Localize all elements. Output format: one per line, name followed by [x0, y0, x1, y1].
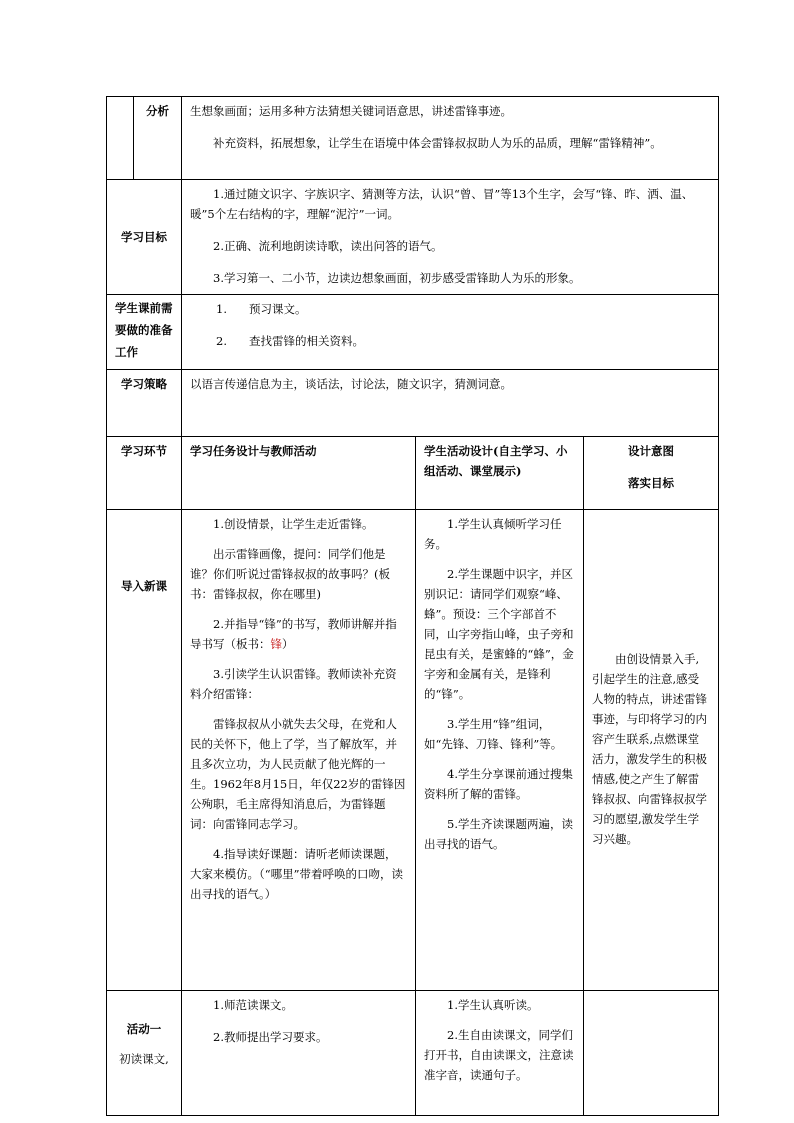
activity1-sublabel: 初读课文,: [119, 1052, 169, 1066]
analysis-label: 分析: [146, 104, 169, 118]
prep-label: 学生课前需要做的准备工作: [107, 295, 182, 370]
strategy-row: [107, 370, 719, 437]
prep-item-1: [190, 299, 710, 319]
header-col-teacher: 学习任务设计与教师活动: [182, 437, 416, 510]
intro-teacher-2: 出示雷锋画像，提问：同学们他是谁？你们听说过雷锋叔叔的故事吗？(板书：雷锋叔叔，你在哪里): [190, 547, 390, 601]
header-col-intent: [584, 437, 719, 510]
goals-content: [182, 180, 719, 295]
prep-row: [107, 295, 719, 370]
analysis-label-cell: [107, 97, 182, 180]
intro-teacher-3-red-char: 锋: [270, 637, 282, 651]
header-intent-line1: 设计意图: [628, 444, 674, 458]
goals-label: 学习目标: [107, 180, 182, 295]
intro-intent-text: 由创设情景入手,引起学生的注意,感受人物的特点，讲述雷锋事迹，与印将学习的内容产生联系,点燃课堂活力，激发学生的积极情感,使之产生了解雷锋叔叔、向雷锋叔叔学习的愿望,激发学生学习兴趣。: [592, 652, 707, 846]
intro-student-1: 1.学生认真倾听学习任务。: [424, 517, 562, 551]
header-row: [107, 437, 719, 510]
intro-label: 导入新课: [107, 510, 182, 991]
activity1-label: 活动一: [126, 1022, 162, 1036]
intro-teacher-3-close: ）: [282, 637, 294, 651]
activity1-teacher-cell: [182, 991, 416, 1116]
prep-item-2: [190, 331, 710, 351]
activity1-student-1: 1.学生认真听读。: [447, 998, 539, 1012]
header-intent-line2: 落实目标: [628, 476, 674, 490]
activity1-teacher-2: 2.教师提出学习要求。: [213, 1030, 328, 1044]
analysis-row: [107, 97, 719, 180]
lesson-plan-page: [106, 96, 718, 1116]
prep-item-2-text: 查找雷锋的相关资料。: [248, 334, 364, 348]
lesson-plan-table: [106, 96, 719, 1116]
goal-item-3: 3.学习第一、二小节，边读边想象画面，初步感受雷锋助人为乐的形象。: [213, 271, 581, 285]
prep-item-1-num: 1.: [216, 302, 227, 316]
activity1-intent-cell: [584, 991, 719, 1116]
strategy-label: 学习策略: [107, 370, 182, 437]
intro-student-3: 3.学生用“锋”组词，如“先锋、刀锋、锋利”等。: [424, 717, 563, 751]
intro-teacher-3: [190, 614, 407, 654]
intro-student-5: 5.学生齐读课题两遍，读出寻找的语气。: [424, 817, 573, 851]
strategy-content: [182, 370, 719, 437]
intro-row: [107, 510, 719, 991]
activity1-label-cell: [107, 991, 182, 1116]
intro-teacher-6: 4.指导读好课题：请听老师读课题，大家来模仿。（“哪里”带着呼唤的口吻，读出寻找的语气。）: [190, 847, 404, 901]
header-col-student: 学生活动设计(自主学习、小组活动、课堂展示): [416, 437, 584, 510]
prep-item-2-num: 2.: [216, 334, 227, 348]
prep-content: [182, 295, 719, 370]
intro-teacher-1: 1.创设情景，让学生走近雷锋。: [213, 517, 374, 531]
activity1-student-2: 2.生自由读课文，同学们打开书，自由读课文，注意读准字音，读通句子。: [424, 1028, 574, 1082]
intro-teacher-3-text: 2.并指导“锋”的书写，教师讲解并指导书写（板书：: [190, 617, 397, 651]
prep-item-1-text: 预习课文。: [248, 302, 307, 316]
intro-teacher-cell: [182, 510, 416, 991]
intro-teacher-5: 雷锋叔叔从小就失去父母，在党和人民的关怀下，他上了学，当了解放军，并且多次立功，为人民贡献了他光辉的一生。1962年8月15日，年仅22岁的雷锋因公殉职，毛主席得知消息后，为雷锋题词：向雷锋同志学习。: [190, 717, 406, 831]
header-col-stage: 学习环节: [107, 437, 182, 510]
intro-student-cell: [416, 510, 584, 991]
analysis-content: [182, 97, 719, 180]
activity1-student-cell: [416, 991, 584, 1116]
goal-item-2: 2.正确、流利地朗读诗歌，读出问答的语气。: [213, 239, 443, 253]
goal-item-1: 1.通过随文识字、字族识字、猜测等方法，认识“曾、冒”等13个生字，会写“锋、昨、洒、温、暖”5个左右结构的字，理解“泥泞”一词。: [190, 187, 694, 221]
activity1-row: [107, 991, 719, 1116]
strategy-text: 以语言传递信息为主，谈话法，讨论法，随文识字，猜测词意。: [190, 377, 512, 391]
intro-student-2: 2.学生课题中识字，并区别识记：请同学们观察“峰、蜂”。预设：三个字部首不同，山字旁指山峰，虫子旁和昆虫有关，是蜜蜂的“蜂”，金字旁和金属有关，是锋利的“锋”。: [424, 567, 574, 701]
analysis-paragraph-2: 补充资料，拓展想象，让学生在语境中体会雷锋叔叔助人为乐的品质，理解“雷锋精神”。: [213, 136, 662, 150]
activity1-teacher-1: 1.师范读课文。: [213, 998, 293, 1012]
intro-intent-cell: [584, 510, 719, 991]
intro-student-4: 4.学生分享课前通过搜集资料所了解的雷锋。: [424, 767, 573, 801]
goals-row: [107, 180, 719, 295]
analysis-paragraph-1: 生想象画面；运用多种方法猜想关键词语意思，讲述雷锋事迹。: [190, 104, 512, 118]
intro-teacher-4: 3.引读学生认识雷锋。教师读补充资料介绍雷锋：: [190, 667, 397, 701]
